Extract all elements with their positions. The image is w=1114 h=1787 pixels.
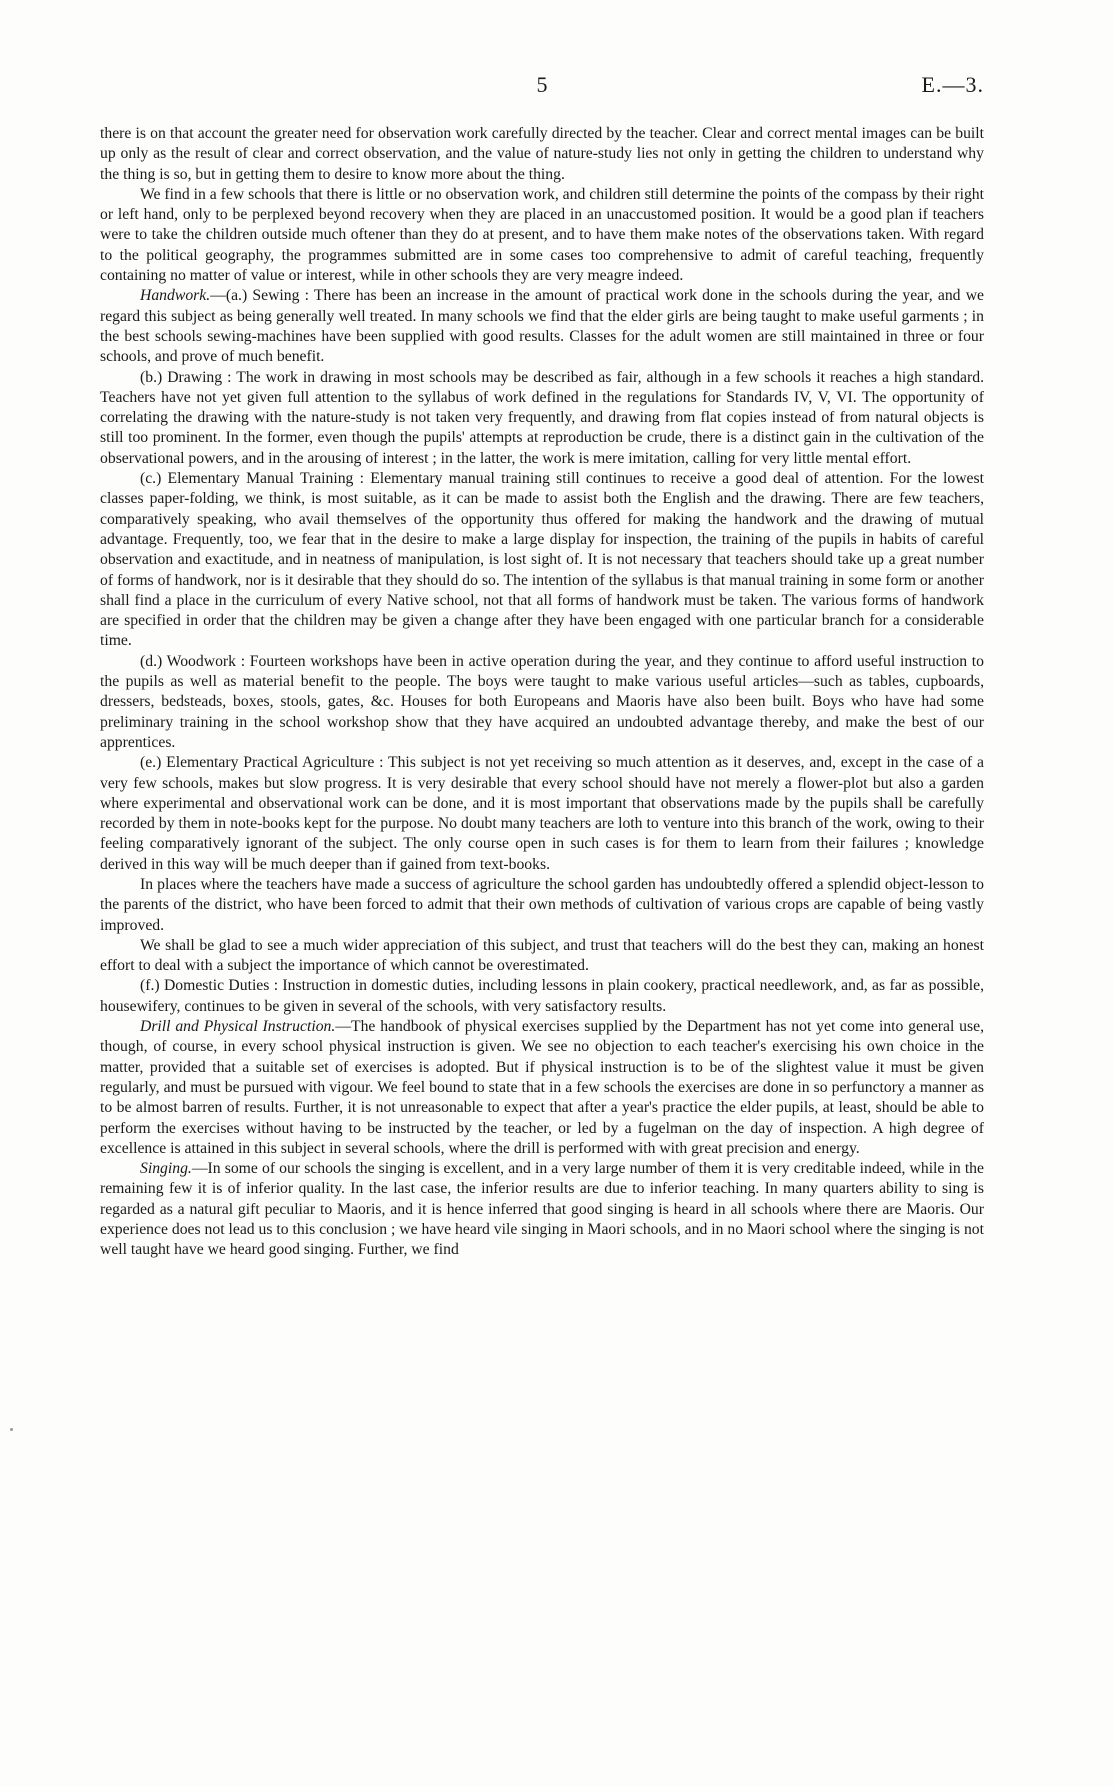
paragraph — [100, 286, 984, 367]
paragraph-text: (d.) Woodwork : Fourteen workshops have been in active operation during the year, and they continue to afford useful instruction to the pupils as well as material benefit to the people. The boys were taught to make various useful articles—such as tables, cupboards, dressers, bedsteads, boxes, stools, gates, &c. Houses for both Europeans and Maoris have also been built. Boys who have had some preliminary training in the school workshop show that they have acquired an undoubted advantage thereby, and make the best of our apprentices. — [100, 652, 984, 751]
page-number: 5 — [536, 72, 548, 97]
paragraph — [100, 875, 984, 936]
paragraph-text: —(a.) Sewing : There has been an increase in the amount of practical work done in the schools during the year, and we regard this subject as being generally well treated. In many schools we find that the elder girls are being taught to make useful garments ; in the best schools sewing-machines have been supplied with good results. Classes for the adult women are still maintained in three or four schools, and prove of much benefit. — [100, 287, 984, 366]
paragraph-text: (f.) Domestic Duties : Instruction in domestic duties, including lessons in plain cookery, practical needlework, and, as far as possible, housewifery, continues to be given in several of the schools, with very satisfactory results. — [100, 977, 984, 1015]
paragraph-text: (b.) Drawing : The work in drawing in most schools may be described as fair, although in a few schools it reaches a high standard. Teachers have not yet given full attention to the syllabus of work defined in the regulations for Standards IV, V, VI. The opportunity of correlating the drawing with the nature-study is not taken very frequently, and drawing from flat copies instead of from natural objects is still too prominent. In the former, even though the pupils' attempts at reproduction be crude, there is a distinct gain in the cultivation of the observational powers, and in the arousing of interest ; in the latter, the work is mere imitation, calling for very little mental effort. — [100, 368, 984, 467]
paragraph — [100, 1159, 984, 1260]
paragraph — [100, 1017, 984, 1159]
paragraph-text: —The handbook of physical exercises supplied by the Department has not yet come into general use, though, of course, in every school physical instruction is given. We see no objection to each teacher's exercising his own choice in the matter, provided that a suitable set of exercises is adopted. But if physical instruction is to be of the slightest value it must be given regularly, and must be pursued with vigour. We feel bound to state that in a few schools the exercises are done in so perfunctory a manner as to be almost barren of results. Further, it is not unreasonable to expect that after a year's practice the elder pupils, at least, should be able to perform the exercises without having to be instructed by the teacher, or led by a fugelman on the day of inspection. A high degree of excellence is attained in this subject in several schools, where the drill is performed with with great precision and energy. — [100, 1018, 985, 1157]
paragraph — [100, 652, 984, 753]
paragraph — [100, 469, 984, 652]
paragraph — [100, 753, 984, 875]
paragraph-text: —In some of our schools the singing is excellent, and in a very large number of them it is very creditable indeed, while in the remaining few it is of inferior quality. In the last case, the inferior results are due to inferior teaching. In many quarters ability to sing is regarded as a natural gift peculiar to Maoris, and it is hence inferred that good singing is heard in all schools where there are Maoris. Our experience does not lead us to this conclusion ; we have heard vile singing in Maori schools, and in no Maori school where the singing is not well taught have we heard good singing. Further, we find — [100, 1160, 984, 1259]
document-code: E.—3. — [921, 72, 984, 97]
paragraph — [100, 124, 984, 185]
margin-speck — [10, 1428, 13, 1431]
paragraph-heading: Singing. — [140, 1160, 192, 1178]
paragraph — [100, 368, 984, 469]
paragraph — [100, 976, 984, 1017]
paragraph-text: We find in a few schools that there is little or no observation work, and children still determine the points of the compass by their right or left hand, only to be perplexed beyond recovery when they are placed in an unaccustomed position. It would be a good plan if teachers were to take the children outside much oftener than they do at present, and to have them make notes of the observations taken. With regard to the political geography, the programmes submitted are in some cases too comprehensive to admit of careful teaching, frequently containing no matter of value or interest, while in other schools they are very meagre indeed. — [100, 185, 984, 285]
paragraph-text: there is on that account the greater need for observation work carefully directed by the teacher. Clear and correct mental images can be built up only as the result of clear and correct observation, and the value of nature-study lies not only in getting the children to understand why the thing is so, but in getting them to desire to know more about the thing. — [100, 125, 984, 183]
paragraph-text: (c.) Elementary Manual Training : Elementary manual training still continues to receive a good deal of attention. For the lowest classes paper-folding, we think, is most suitable, as it can be made to assist both the English and the drawing. There are few teachers, comparatively speaking, who avail themselves of the opportunity thus offered for making the handwork and the drawing of mutual advantage. Frequently, too, we fear that in the desire to make a large display for inspection, the training of the pupils in habits of careful observation and exactitude, and in neatness of manipulation, is lost sight of. It is not necessary that teachers should take up a great number of forms of handwork, nor is it desirable that they should do so. The intention of the syllabus is that manual training in some form or another shall find a place in the curriculum of every Native school, not that all forms of handwork must be taken. The various forms of handwork are specified in order that the children may be given a change after they have been engaged with one particular branch for a considerable time. — [100, 470, 984, 650]
paragraph — [100, 936, 984, 977]
paragraph-text: We shall be glad to see a much wider appreciation of this subject, and trust that teachers will do the best they can, making an honest effort to deal with a subject the importance of which cannot be overestimated. — [100, 936, 984, 975]
paragraph — [100, 185, 984, 286]
paragraph-heading: Drill and Physical Instruction. — [140, 1018, 336, 1036]
paragraph-text: In places where the teachers have made a success of agriculture the school garden has undoubtedly offered a splendid object-lesson to the parents of the district, who have been forced to admit that their own methods of cultivation of various crops are capable of being vastly improved. — [100, 875, 984, 934]
paragraph-heading: Handwork. — [140, 287, 211, 305]
page-header — [100, 72, 984, 102]
paragraph-text: (e.) Elementary Practical Agriculture : This subject is not yet receiving so much attention as it deserves, and, except in the case of a very few schools, makes but slow progress. It is very desirable that every school should have not merely a flower-plot but also a garden where experimental and observational work can be done, and it is most important that observations made by the pupils shall be carefully recorded by them in note-books kept for the purpose. No doubt many teachers are loth to venture into this branch of the work, owing to their feeling comparatively ignorant of the subject. The only course open in such cases is for them to learn from their failures ; knowledge derived in this way will be much deeper than if gained from text-books. — [100, 754, 984, 873]
body-text — [100, 124, 984, 1261]
